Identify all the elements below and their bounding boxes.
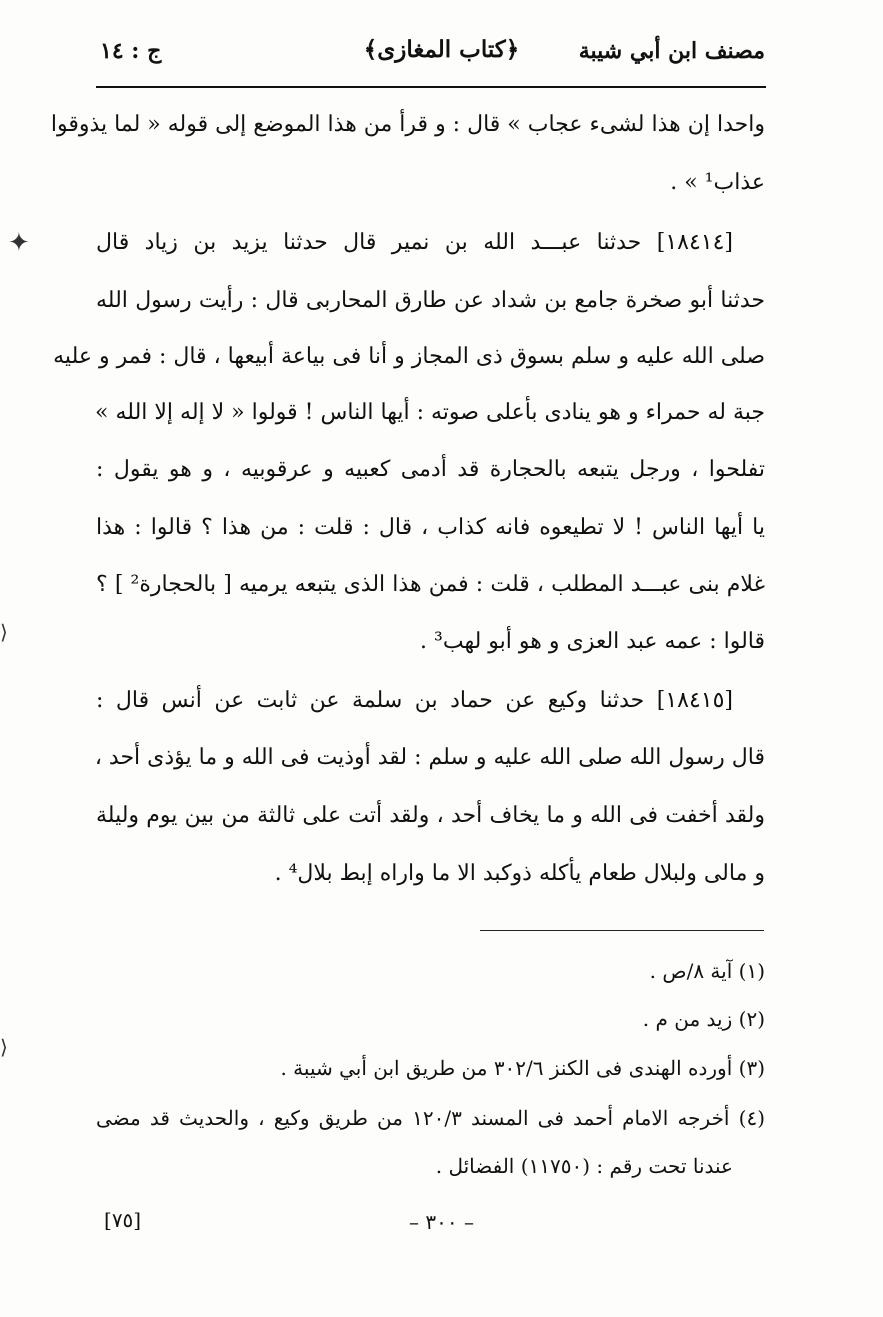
body-line: صلى الله عليه و سلم بسوق ذى المجاز و أنا فى بياعة أبيعها ، قال : فمر و عليه [53, 344, 765, 369]
margin-tick-icon: ⟩ [0, 1035, 8, 1059]
footnote: (١) آية ٨/ص . [649, 959, 765, 983]
chapter-title: ﴿كتاب المغازى﴾ [363, 36, 520, 63]
body-line: واحدا إن هذا لشىء عجاب » قال : و قرأ من هذا الموضع إلى قوله « لما يذوقوا [50, 112, 765, 137]
running-title: مصنف ابن أبي شيبة [578, 38, 765, 64]
footnote-continuation: عندنا تحت رقم : (١١٧٥٠) الفضائل . [435, 1154, 733, 1178]
body-line: غلام بنى عبـــد المطلب ، قلت : فمن هذا الذى يتبعه يرميه [ بالحجارة² ] ؟ [96, 572, 766, 597]
body-line: حدثنا أبو صخرة جامع بن شداد عن طارق المحاربى قال : رأيت رسول الله [96, 288, 765, 313]
footnote: (٢) زيد من م . [642, 1007, 765, 1031]
body-line: قالوا : عمه عبد العزى و هو أبو لهب³ . [420, 629, 765, 654]
header-rule [96, 86, 766, 88]
body-line: و مالى ولبلال طعام يأكله ذوكبد الا ما واراه إبط بلال⁴ . [274, 861, 765, 886]
footnote: (٣) أورده الهندى فى الكنز ٣٠٢/٦ من طريق ابن أبي شيبة . [280, 1056, 765, 1080]
page-number: – ٣٠٠ – [409, 1210, 474, 1234]
sheet-mark: [٧٥] [104, 1208, 142, 1232]
footnote: (٤) أخرجه الامام أحمد فى المسند ١٢٠/٣ من طريق وكيع ، والحديث قد مضى [96, 1106, 765, 1130]
margin-star-icon: ✦ [8, 228, 30, 258]
body-line: عذاب¹ » . [670, 170, 765, 195]
hadith-18414-line: [١٨٤١٤] حدثنا عبـــد الله بن نمير قال حدثنا يزيد بن زياد قال [96, 230, 733, 255]
body-line: ولقد أخفت فى الله و ما يخاف أحد ، ولقد أتت على ثالثة من بين يوم وليلة [96, 803, 765, 828]
margin-tick-icon: ⟩ [0, 620, 8, 644]
hadith-18415-line: [١٨٤١٥] حدثنا وكيع عن حماد بن سلمة عن ثابت عن أنس قال : [96, 688, 733, 713]
volume-number: ج : ١٤ [100, 38, 162, 64]
body-line: يا أيها الناس ! لا تطيعوه فانه كذاب ، قال : قلت : من هذا ؟ قالوا : هذا [96, 515, 765, 540]
body-line: جبة له حمراء و هو ينادى بأعلى صوته : أيها الناس ! قولوا « لا إله إلا الله » [95, 400, 765, 425]
body-line: قال رسول الله صلى الله عليه و سلم : لقد أوذيت فى الله و ما يؤذى أحد ، [94, 745, 765, 770]
footnote-rule [480, 930, 764, 931]
body-line: تفلحوا ، ورجل يتبعه بالحجارة قد أدمى كعبيه و عرقوبيه ، و هو يقول : [96, 457, 765, 482]
